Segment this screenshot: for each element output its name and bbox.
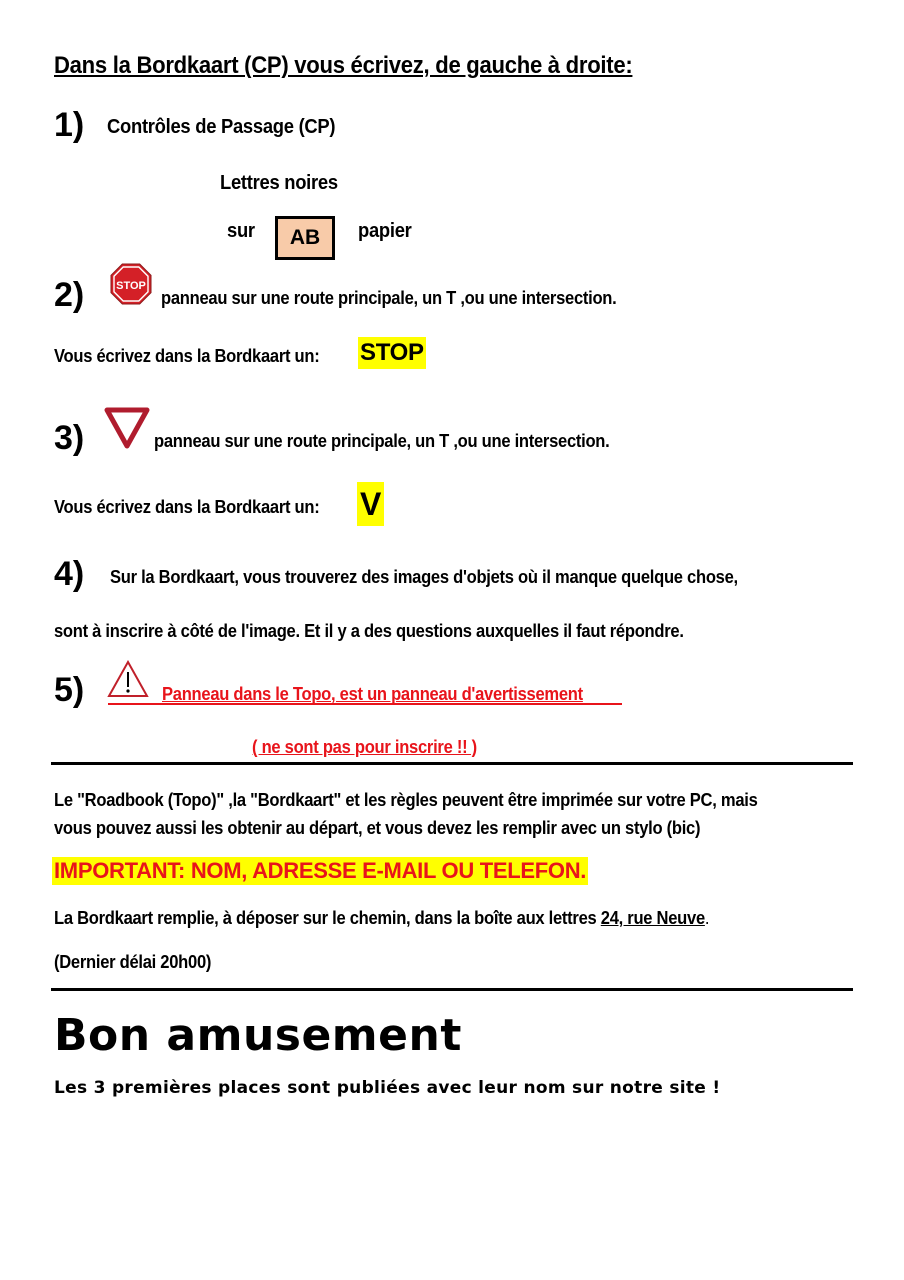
item-2-text: panneau sur une route principale, un T ,ou une intersection. bbox=[161, 288, 617, 308]
letters-label: Lettres noires bbox=[220, 172, 338, 194]
item-5-text: Panneau dans le Topo, est un panneau d'avertissement bbox=[162, 684, 583, 704]
sample-letters-text: AB bbox=[289, 226, 321, 249]
deposit-end: . bbox=[704, 908, 710, 928]
page-title: Dans la Bordkaart (CP) vous écrivez, de gauche à droite: bbox=[54, 52, 633, 79]
info-paragraph-line-1: Le "Roadbook (Topo)" ,la "Bordkaart" et les règles peuvent être imprimée sur votre PC, mais bbox=[54, 790, 758, 810]
item-3-number: 3) bbox=[54, 419, 85, 457]
stop-highlight: STOP bbox=[358, 337, 426, 369]
sur-label: sur bbox=[227, 220, 255, 242]
yield-sign-icon bbox=[104, 407, 150, 449]
item-3-write-label: Vous écrivez dans la Bordkaart un: bbox=[54, 497, 320, 517]
deadline: (Dernier délai 20h00) bbox=[54, 952, 212, 972]
important-banner: IMPORTANT: NOM, ADRESSE E-MAIL OU TELEFON. bbox=[54, 858, 587, 883]
sample-letters-box bbox=[275, 216, 335, 260]
item-4-number: 4) bbox=[54, 555, 85, 593]
divider-top bbox=[51, 762, 853, 765]
item-1-number: 1) bbox=[54, 106, 85, 144]
closing-subline: Les 3 premières places sont publiées avec leur nom sur notre site ! bbox=[54, 1078, 721, 1098]
item-4-text: Sur la Bordkaart, vous trouverez des images d'objets où il manque quelque chose, bbox=[110, 567, 738, 587]
divider-bottom bbox=[51, 988, 853, 991]
item-5-number: 5) bbox=[54, 671, 85, 709]
stop-sign-icon bbox=[110, 263, 152, 305]
item-5-note: ( ne sont pas pour inscrire !! ) bbox=[252, 737, 477, 757]
deposit-address: 24, rue Neuve bbox=[600, 908, 705, 928]
stop-sign-label: STOP bbox=[116, 280, 146, 292]
papier-label: papier bbox=[358, 220, 412, 242]
item-3-text: panneau sur une route principale, un T ,ou une intersection. bbox=[154, 431, 610, 451]
item-2-number: 2) bbox=[54, 276, 85, 314]
info-paragraph-line-2: vous pouvez aussi les obtenir au départ, et vous devez les remplir avec un stylo (bic) bbox=[54, 818, 701, 838]
deposit-line bbox=[54, 908, 709, 929]
item-2-write-label: Vous écrivez dans la Bordkaart un: bbox=[54, 346, 320, 366]
item-4-continuation: sont à inscrire à côté de l'image. Et il y a des questions auxquelles il faut répondre. bbox=[54, 621, 684, 641]
item-1-text: Contrôles de Passage (CP) bbox=[107, 116, 336, 138]
v-highlight: V bbox=[357, 482, 384, 526]
warning-sign-icon bbox=[107, 660, 149, 700]
closing-heading: Bon amusement bbox=[54, 1010, 462, 1061]
deposit-text: La Bordkaart remplie, à déposer sur le chemin, dans la boîte aux lettres bbox=[54, 908, 601, 928]
